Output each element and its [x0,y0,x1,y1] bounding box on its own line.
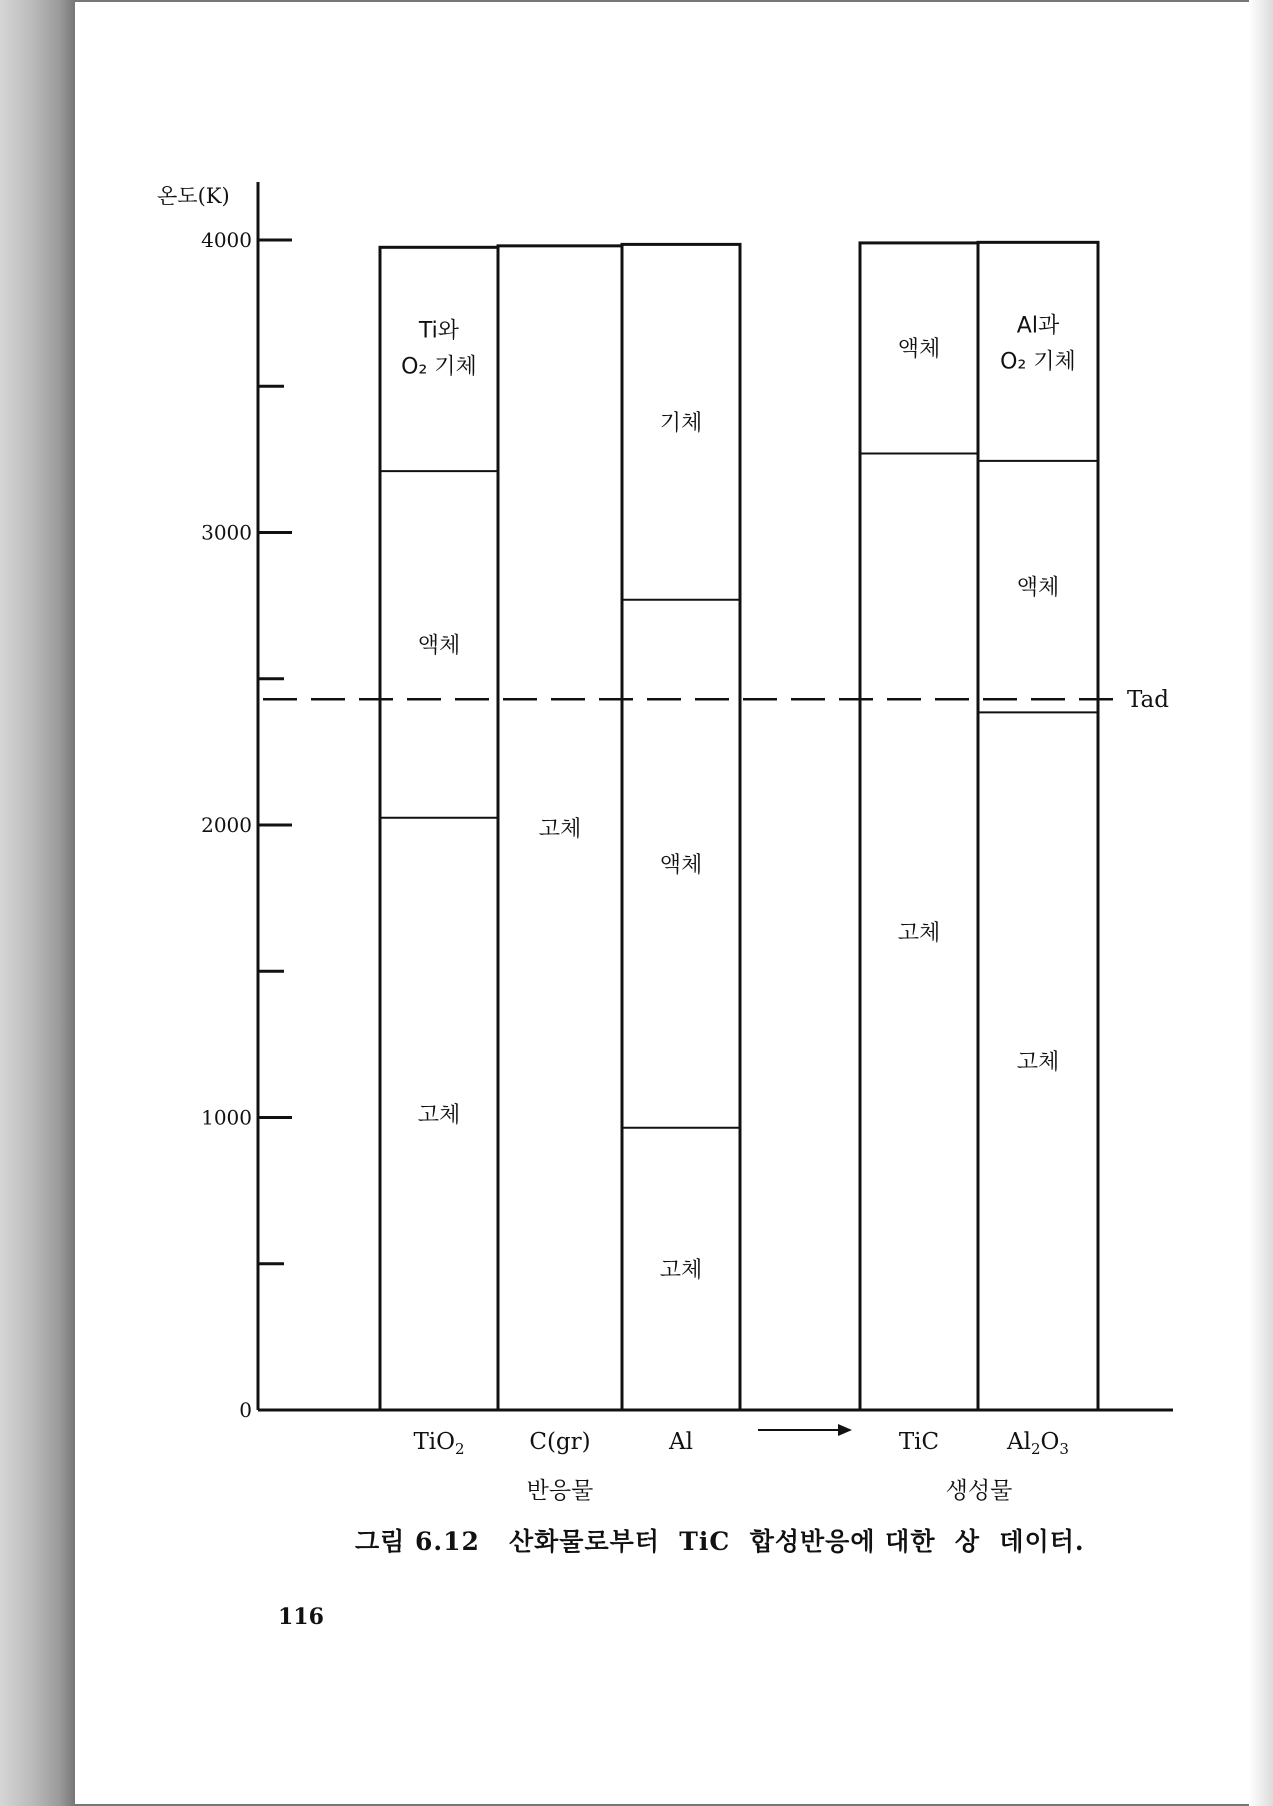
phase-label: 액체 [897,337,941,363]
category-label: Al [669,1429,693,1455]
arrow-head [838,1424,852,1436]
phase-label: 고체 [1016,1050,1060,1076]
bar-TiO2 [380,247,498,1410]
phase-label: 기체 [659,411,703,437]
y-tick-label: 2000 [201,813,252,837]
bar-Al2O3 [978,242,1098,1410]
phase-label: Al과 [1016,313,1060,339]
category-label: C(gr) [529,1429,591,1455]
phase-label: 액체 [659,852,703,878]
group-label-reactants: 반응물 [526,1478,594,1504]
y-tick-label: 0 [239,1398,252,1422]
phase-label: O₂ 기체 [1000,349,1076,375]
group-label-products: 생성물 [945,1478,1013,1504]
phase-label: Ti와 [418,318,460,344]
category-label: $Al_2O_3$ [1007,1429,1069,1458]
phase-label: 액체 [1016,575,1060,601]
phase-label: 고체 [417,1102,461,1128]
y-tick-label: 1000 [201,1105,252,1130]
y-tick-label: 4000 [201,228,252,252]
reference-line-label: Tad [1127,687,1169,714]
category-label: TiO$_2$ [413,1429,465,1458]
phase-label: 고체 [659,1257,703,1283]
y-axis-label: 온도(K) [157,184,230,208]
y-tick-label: 3000 [201,520,252,545]
bar-TiC [860,243,978,1410]
category-label: TiC [898,1429,940,1455]
page-number: 116 [278,1604,324,1630]
phase-label: 고체 [538,816,582,842]
figure-caption: 그림 6.12 산화물로부터 TiC 합성반응에 대한 상 데이터. [355,1527,1085,1556]
phase-label: O₂ 기체 [401,354,477,380]
phase-label: 고체 [897,920,941,946]
phase-label: 액체 [417,633,461,659]
